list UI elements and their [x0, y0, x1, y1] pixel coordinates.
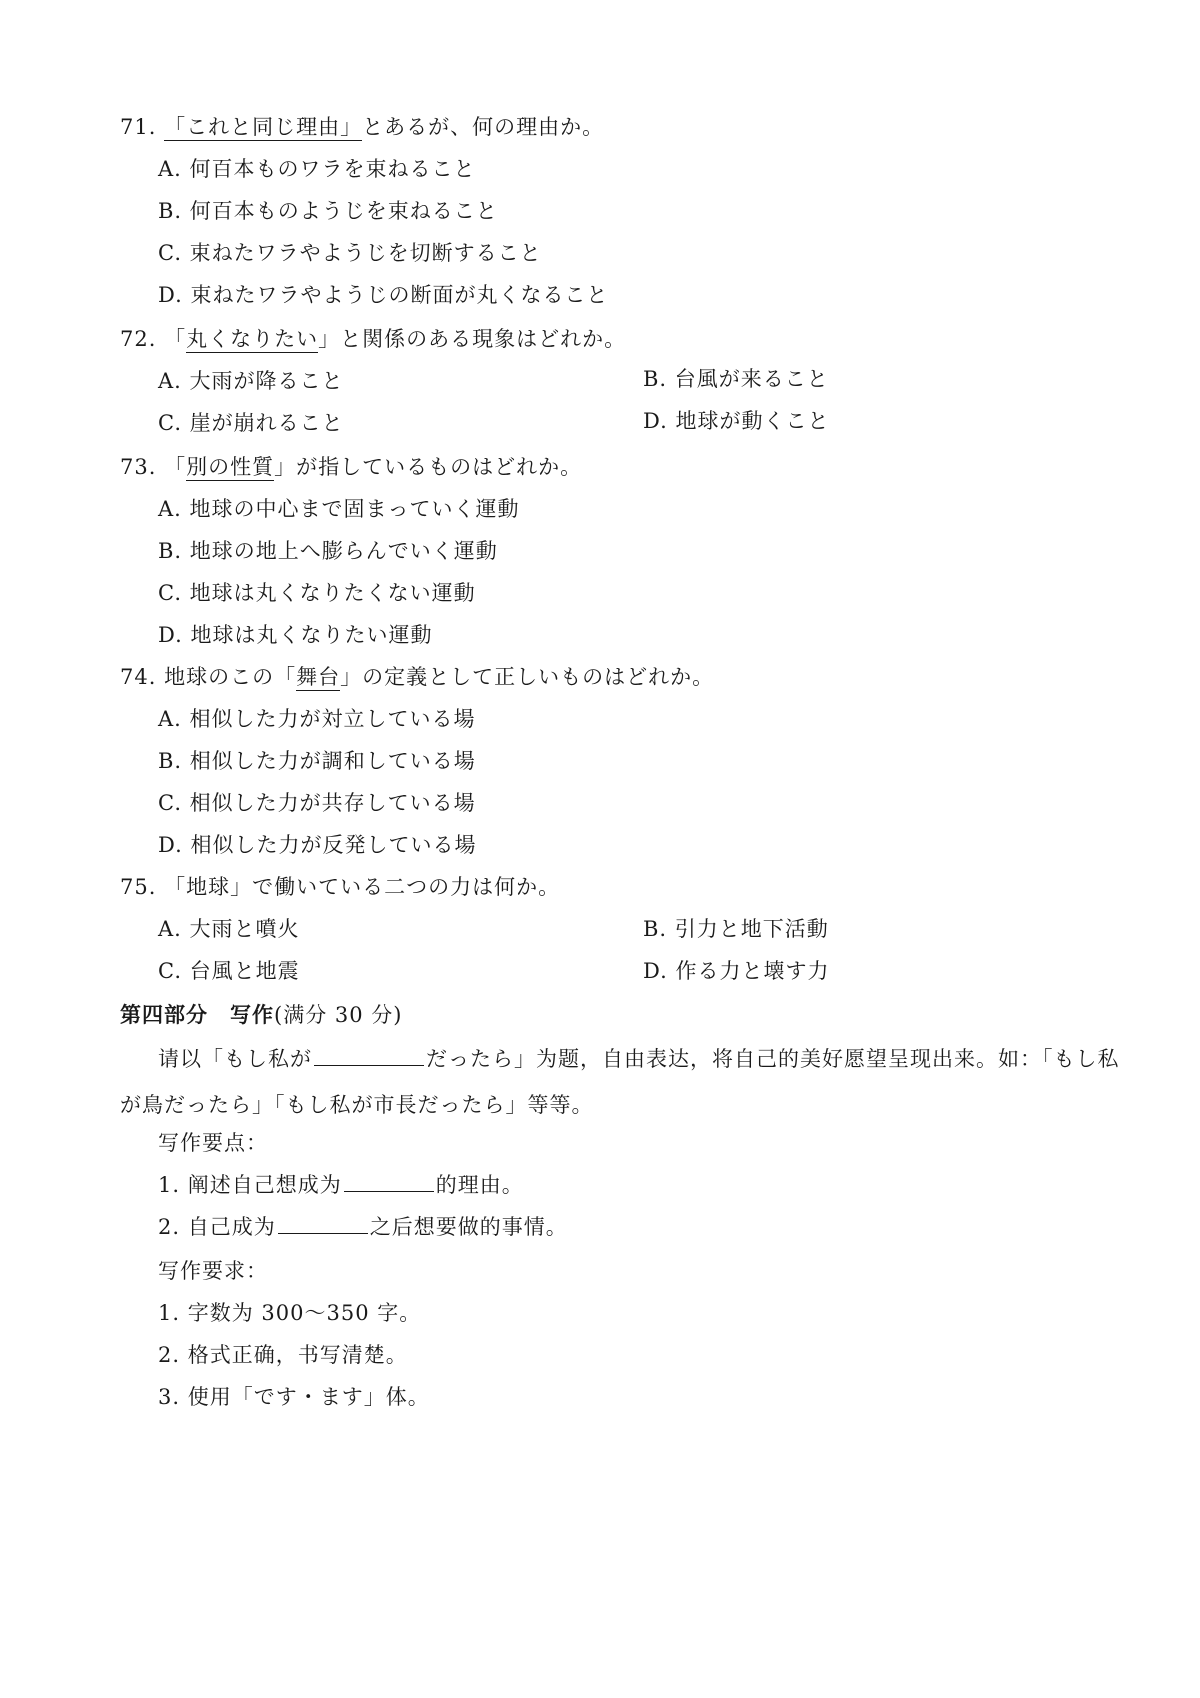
question-74	[120, 662, 714, 692]
question-text: 」と関係のある現象はどれか。	[318, 327, 627, 351]
option: C. 地球は丸くなりたくない運動	[158, 581, 476, 605]
question-number: 72.	[120, 327, 157, 351]
option: B. 何百本ものようじを束ねること	[158, 199, 498, 223]
section-title	[120, 1000, 402, 1030]
option: C. 台風と地震	[158, 959, 300, 983]
question-71	[120, 112, 604, 142]
option: B. 相似した力が調和している場	[158, 749, 476, 773]
question-number: 74.	[120, 665, 157, 689]
section-score: (满分 30 分)	[274, 1003, 403, 1027]
blank-line	[314, 1045, 424, 1066]
underlined-phrase: 舞台	[296, 665, 341, 689]
writing-prompt	[120, 1036, 1120, 1128]
option: D. 地球は丸くなりたい運動	[158, 623, 433, 647]
option: A. 大雨が降ること	[158, 369, 344, 393]
option: D. 作る力と壊す力	[643, 959, 830, 983]
underlined-phrase: 丸くなりたい	[186, 327, 319, 351]
blank-line	[344, 1171, 434, 1192]
question-text: 」の定義として正しいものはどれか。	[340, 665, 715, 689]
question-text-pre: 地球のこの「	[164, 665, 297, 689]
option: A. 相似した力が対立している場	[158, 707, 476, 731]
writing-requirement: 1. 字数为 300～350 字。	[158, 1301, 422, 1325]
question-text-pre: 「	[164, 327, 187, 351]
question-number: 73.	[120, 455, 157, 479]
question-text-pre: 「	[164, 455, 187, 479]
option: A. 地球の中心まで固まっていく運動	[158, 497, 520, 521]
requirements-heading: 写作要求：	[158, 1259, 268, 1283]
option: A. 何百本ものワラを束ねること	[158, 157, 476, 181]
option: C. 束ねたワラやようじを切断すること	[158, 241, 542, 265]
option: B. 地球の地上へ膨らんでいく運動	[158, 539, 498, 563]
point-text-a: 2. 自己成为	[158, 1215, 276, 1239]
prompt-text-a: 请以「もし私が	[158, 1047, 312, 1071]
points-heading: 写作要点：	[158, 1131, 268, 1155]
option: C. 崖が崩れること	[158, 411, 344, 435]
point-text-a: 1. 阐述自己想成为	[158, 1173, 342, 1197]
option: D. 地球が動くこと	[643, 409, 830, 433]
question-number: 71.	[120, 115, 157, 139]
question-72	[120, 324, 626, 354]
question-text: 」が指しているものはどれか。	[274, 455, 583, 479]
question-text: とあるが、何の理由か。	[362, 115, 605, 139]
underlined-phrase: 別の性質	[186, 455, 275, 479]
writing-requirement: 2. 格式正确，书写清楚。	[158, 1343, 408, 1367]
prompt-text-b: だったら」为题，自由表达，将自己的美好愿望呈现出来。如：「もし私が鳥だったら」「もし私が市長だったら」等等。	[120, 1047, 1120, 1117]
writing-point	[158, 1212, 568, 1242]
question-text: 「地球」で働いている二つの力は何か。	[164, 875, 561, 899]
question-75	[120, 872, 560, 902]
question-73	[120, 452, 582, 482]
option: C. 相似した力が共存している場	[158, 791, 476, 815]
option: A. 大雨と噴火	[158, 917, 300, 941]
underlined-phrase: 「これと同じ理由」	[164, 115, 363, 139]
writing-point	[158, 1170, 524, 1200]
option: D. 相似した力が反発している場	[158, 833, 477, 857]
point-text-b: 之后想要做的事情。	[369, 1215, 568, 1239]
point-text-b: 的理由。	[435, 1173, 524, 1197]
option: B. 引力と地下活動	[643, 917, 829, 941]
section-heading: 第四部分 写作	[120, 1002, 274, 1027]
option: B. 台風が来ること	[643, 367, 829, 391]
option: D. 束ねたワラやようじの断面が丸くなること	[158, 283, 609, 307]
question-number: 75.	[120, 875, 157, 899]
blank-line	[278, 1213, 368, 1234]
writing-requirement: 3. 使用「です・ます」体。	[158, 1385, 430, 1409]
